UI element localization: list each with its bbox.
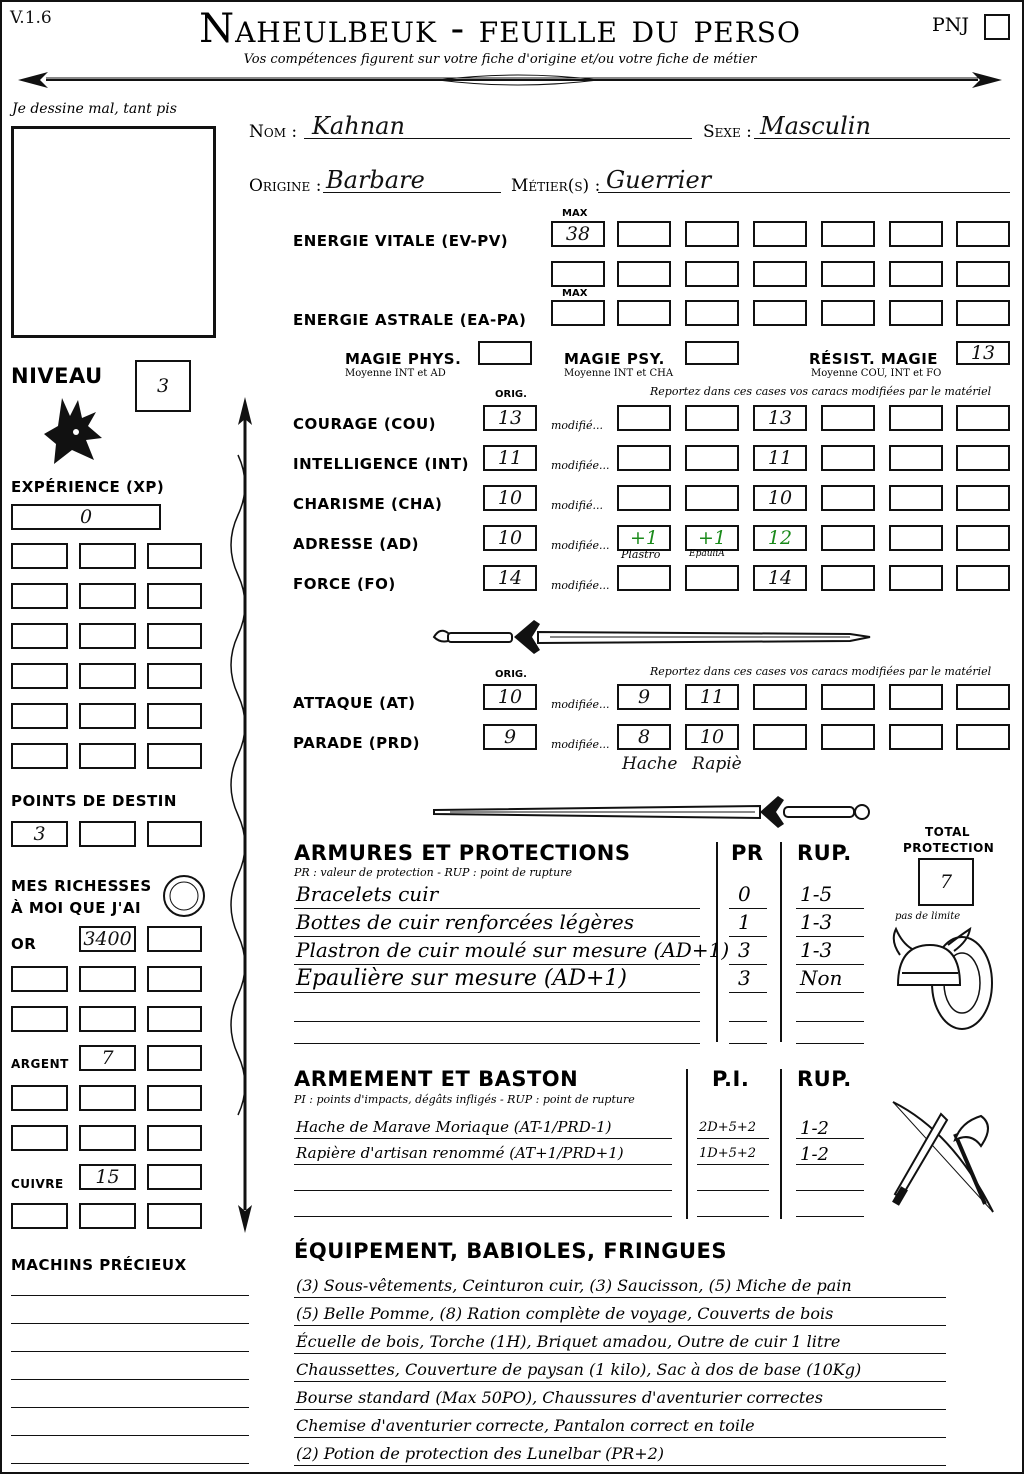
carac-mod-value: +1 (629, 527, 658, 549)
xp-grid-box[interactable] (147, 703, 202, 729)
no-limit-note: pas de limite (895, 911, 961, 922)
version-label: V.1.6 (10, 8, 52, 28)
destin-box-3[interactable] (147, 821, 202, 847)
machins-line[interactable] (11, 1303, 249, 1324)
armure-name[interactable]: Bottes de cuir renforcées légères (296, 910, 634, 934)
combat-orig-box[interactable] (483, 684, 537, 710)
ea-box[interactable] (685, 300, 739, 326)
combat-mod-value (755, 686, 805, 708)
combat-mod-box[interactable] (685, 724, 739, 750)
carac-mod-value (619, 487, 669, 509)
carac-mod-box[interactable] (617, 405, 671, 431)
xp-grid-box[interactable] (11, 583, 68, 609)
carac-mod-box[interactable] (753, 445, 807, 471)
destin-label: POINTS DE DESTIN (11, 792, 177, 810)
cuivre-value: 15 (95, 1166, 120, 1188)
equipement-text[interactable]: (2) Potion de protection des Lunelbar (PR+2) (296, 1444, 665, 1463)
xp-grid-box[interactable] (79, 743, 136, 769)
carac-mod-value (619, 447, 669, 469)
armure-pr[interactable]: 1 (738, 910, 751, 934)
combat-mod-value (755, 726, 805, 748)
portrait-box[interactable] (11, 126, 216, 338)
ea-label: ENERGIE ASTRALE (EA-PA) (293, 311, 527, 329)
niveau-value: 3 (156, 375, 170, 397)
arme-pi[interactable]: 1D+5+2 (699, 1146, 757, 1161)
ev-box-row2[interactable] (889, 261, 943, 287)
arme-pi-line (697, 1170, 769, 1191)
carac-mod-box[interactable] (685, 485, 739, 511)
carac-orig-box[interactable] (483, 445, 537, 471)
ev-box-row2[interactable] (956, 261, 1010, 287)
magie-phys-value (480, 343, 530, 363)
combat-mod-box[interactable] (821, 724, 875, 750)
carac-label: INTELLIGENCE (INT) (293, 455, 469, 473)
armure-pr-line (729, 1019, 767, 1044)
magie-psy-box[interactable] (685, 341, 739, 365)
ev-max-label: MAX (562, 208, 588, 219)
combat-mod-value (823, 726, 873, 748)
ev-box-row2[interactable] (617, 261, 671, 287)
xp-label: EXPÉRIENCE (XP) (11, 478, 165, 496)
carac-mod-value: +1 (697, 527, 726, 549)
ev-label: ENERGIE VITALE (EV-PV) (293, 232, 509, 250)
carac-mod-value (619, 407, 669, 429)
magie-phys-note: Moyenne INT et AD (345, 368, 446, 379)
carac-mod-box[interactable] (889, 445, 943, 471)
carac-mod-box[interactable] (889, 525, 943, 551)
combat-orig-box[interactable] (483, 724, 537, 750)
carac-mod-box[interactable] (617, 445, 671, 471)
armement-col-sep-1 (686, 1069, 688, 1219)
combat-mod-box[interactable] (617, 724, 671, 750)
carac-mod-box[interactable] (956, 405, 1010, 431)
combat-mod-box[interactable] (956, 684, 1010, 710)
carac-mod-box[interactable] (685, 525, 739, 551)
carac-mod-value (891, 527, 941, 549)
or-grid-box[interactable] (147, 966, 202, 992)
carac-mod-box[interactable] (956, 525, 1010, 551)
combat-mod-label: modifiée... (551, 698, 610, 711)
combat-mod-value: 9 (637, 686, 651, 708)
carac-mod-box[interactable] (821, 405, 875, 431)
cuivre-grid-box[interactable] (79, 1203, 136, 1229)
resist-magie-value: 13 (970, 342, 996, 364)
destin-box-2[interactable] (79, 821, 136, 847)
armure-rup-line (796, 1019, 864, 1044)
carac-mod-label: modifié... (551, 499, 603, 512)
weapon-note-hache: Hache (622, 754, 678, 774)
carac-label: CHARISME (CHA) (293, 495, 443, 513)
xp-grid-box[interactable] (147, 583, 202, 609)
ev-box[interactable] (617, 221, 671, 247)
or-grid-box[interactable] (147, 1006, 202, 1032)
carac-mod-box[interactable] (889, 485, 943, 511)
niveau-label: NIVEAU (11, 364, 103, 388)
total-protection-box[interactable] (918, 858, 974, 906)
combat-mod-box[interactable] (753, 684, 807, 710)
armure-rup[interactable]: 1-3 (800, 938, 833, 962)
arme-pi-line (697, 1196, 769, 1217)
armure-name[interactable]: Plastron de cuir moulé sur mesure (AD+1) (296, 938, 730, 962)
ad-note-plastro: Plastro (621, 548, 661, 561)
armement-pi-label: P.I. (712, 1067, 750, 1091)
richesses-label-2: À MOI QUE J'AI (11, 899, 142, 917)
or-grid-box[interactable] (79, 966, 136, 992)
xp-grid-box[interactable] (79, 583, 136, 609)
ea-box[interactable] (889, 300, 943, 326)
cuivre-grid-box[interactable] (147, 1203, 202, 1229)
carac-mod-box[interactable] (685, 565, 739, 591)
argent-grid-box[interactable] (79, 1085, 136, 1111)
arme-line (294, 1196, 672, 1217)
machins-line[interactable] (11, 1331, 249, 1352)
xp-grid-box[interactable] (79, 663, 136, 689)
dragon-icon (42, 394, 106, 466)
carac-mod-value (687, 487, 737, 509)
metier-value[interactable]: Guerrier (606, 166, 712, 194)
or-box[interactable] (79, 926, 136, 952)
total-protection-label: TOTAL (925, 825, 971, 839)
carac-mod-value (891, 487, 941, 509)
xp-value: 0 (79, 506, 93, 528)
origine-value[interactable]: Barbare (326, 166, 425, 194)
carac-mod-box[interactable] (753, 565, 807, 591)
carac-mod-label: modifié... (551, 419, 603, 432)
carac-orig-value: 10 (497, 527, 523, 549)
ea-box[interactable] (821, 300, 875, 326)
armure-rup[interactable]: 1-5 (800, 882, 833, 906)
argent-grid-box[interactable] (11, 1125, 68, 1151)
armure-rup[interactable]: Non (800, 966, 843, 990)
machins-line[interactable] (11, 1415, 249, 1436)
destin-box-1[interactable] (11, 821, 68, 847)
carac-mod-value (619, 567, 669, 589)
rapier-icon (430, 790, 875, 835)
combat-mod-box[interactable] (753, 724, 807, 750)
carac-mod-value (687, 407, 737, 429)
xp-grid-box[interactable] (147, 743, 202, 769)
arme-line (294, 1170, 672, 1191)
equipement-title: ÉQUIPEMENT, BABIOLES, FRINGUES (294, 1239, 727, 1263)
combat-orig-value: 10 (497, 686, 523, 708)
combat-mod-value (823, 686, 873, 708)
carac-orig-box[interactable] (483, 405, 537, 431)
combat-mod-box[interactable] (889, 724, 943, 750)
carac-mod-box[interactable] (685, 445, 739, 471)
ea-max-value (553, 302, 603, 324)
armement-note: PI : points d'impacts, dégâts infligés - RUP : point de rupture (294, 1093, 635, 1106)
argent-grid-box[interactable] (147, 1125, 202, 1151)
machins-line[interactable] (11, 1275, 249, 1296)
helmet-shield-icon (888, 925, 1003, 1035)
ev-box-row2[interactable] (753, 261, 807, 287)
ev-box[interactable] (889, 221, 943, 247)
armure-pr[interactable]: 0 (738, 882, 751, 906)
argent-label: ARGENT (11, 1057, 69, 1071)
carac-mod-value (891, 567, 941, 589)
argent-grid-box[interactable] (147, 1085, 202, 1111)
magie-phys-label: MAGIE PHYS. (345, 350, 462, 368)
armures-title: ARMURES ET PROTECTIONS (294, 841, 631, 865)
ea-max-box[interactable] (551, 300, 605, 326)
carac-orig-box[interactable] (483, 565, 537, 591)
xp-grid-box[interactable] (11, 663, 68, 689)
equipement-text[interactable]: Écuelle de bois, Torche (1H), Briquet amadou, Outre de cuir 1 litre (296, 1332, 841, 1351)
machins-line[interactable] (11, 1387, 249, 1408)
arme-rup-line (796, 1170, 864, 1191)
carac-mod-value (891, 407, 941, 429)
armement-col-sep-2 (780, 1069, 782, 1219)
cuivre-box[interactable] (79, 1164, 136, 1190)
magie-psy-note: Moyenne INT et CHA (564, 368, 674, 379)
niveau-box[interactable] (135, 360, 191, 412)
pnj-checkbox[interactable] (984, 14, 1010, 40)
carac-mod-box[interactable] (617, 485, 671, 511)
combat-mod-value (891, 726, 941, 748)
sexe-label: Sexe : (703, 122, 752, 142)
magie-psy-value (687, 343, 737, 363)
arme-name[interactable]: Rapière d'artisan renommé (AT+1/PRD+1) (296, 1144, 624, 1162)
combat-mod-box[interactable] (956, 724, 1010, 750)
carac-mod-value (823, 567, 873, 589)
ea-max-label: MAX (562, 288, 588, 299)
ev-max-value: 38 (565, 223, 591, 245)
destin-value: 3 (33, 823, 46, 845)
page-subtitle: Vos compétences figurent sur votre fiche d'origine et/ou votre fiche de métier (243, 52, 757, 67)
armure-line (294, 1019, 700, 1044)
xp-box[interactable] (11, 504, 161, 530)
carac-label: FORCE (FO) (293, 575, 396, 593)
equipement-text[interactable]: Chemise d'aventurier correcte, Pantalon correct en toile (296, 1416, 755, 1435)
xp-grid-box[interactable] (11, 543, 68, 569)
or-value: 3400 (83, 928, 132, 950)
equipement-text[interactable]: Chaussettes, Couverture de paysan (1 kilo), Sac à dos de base (10Kg) (296, 1360, 862, 1379)
armures-pr-label: PR (731, 841, 764, 865)
carac-mod-value (823, 527, 873, 549)
carac-mod-value (823, 447, 873, 469)
carac-mod-value: 12 (767, 527, 793, 549)
richesses-label: MES RICHESSES (11, 877, 152, 895)
carac-mod-box[interactable] (821, 565, 875, 591)
or-grid-box[interactable] (79, 1006, 136, 1032)
argent-box[interactable] (79, 1045, 136, 1071)
or-box-2[interactable] (147, 926, 202, 952)
combat-label: ATTAQUE (AT) (293, 694, 416, 712)
carac-orig-value: 10 (497, 487, 523, 509)
weapons-icon (885, 1094, 1005, 1218)
carac-mod-label: modifiée... (551, 459, 610, 472)
arme-rup[interactable]: 1-2 (800, 1144, 829, 1165)
or-grid-box[interactable] (11, 1006, 68, 1032)
combat-mod-value: 8 (637, 726, 651, 748)
ev-box-row2[interactable] (551, 261, 605, 287)
resist-magie-label: RÉSIST. MAGIE (809, 350, 939, 368)
portrait-caption: Je dessine mal, tant pis (12, 101, 177, 117)
xp-grid-box[interactable] (11, 623, 68, 649)
ea-box[interactable] (753, 300, 807, 326)
xp-grid-box[interactable] (147, 623, 202, 649)
xp-grid-box[interactable] (147, 543, 202, 569)
xp-grid-box[interactable] (11, 743, 68, 769)
xp-grid-box[interactable] (79, 703, 136, 729)
vertical-spear-icon (230, 395, 260, 1235)
armure-name[interactable]: Bracelets cuir (296, 882, 439, 906)
argent-value: 7 (101, 1047, 114, 1069)
pnj-label: PNJ (932, 14, 970, 36)
armures-rup-label: RUP. (797, 841, 852, 865)
armure-name[interactable]: Epaulière sur mesure (AD+1) (296, 966, 628, 991)
carac-mod-value (823, 487, 873, 509)
combat-mod-label: modifiée... (551, 738, 610, 751)
resist-magie-note: Moyenne COU, INT et FO (811, 368, 942, 379)
carac-mod-box[interactable] (889, 565, 943, 591)
carac-label: ADRESSE (AD) (293, 535, 420, 553)
metier-label: Métier(s) : (511, 176, 601, 196)
or-grid-box[interactable] (11, 966, 68, 992)
armure-rup[interactable]: 1-3 (800, 910, 833, 934)
combat-mod-value: 10 (699, 726, 725, 748)
machins-line[interactable] (11, 1359, 249, 1380)
ev-box[interactable] (753, 221, 807, 247)
combat-mod-value: 11 (699, 686, 725, 708)
xp-grid-box[interactable] (79, 623, 136, 649)
carac-mod-box[interactable] (821, 525, 875, 551)
equipement-text[interactable]: (5) Belle Pomme, (8) Ration complète de voyage, Couverts de bois (296, 1304, 834, 1323)
carac-label: COURAGE (COU) (293, 415, 437, 433)
coin-icon (160, 872, 208, 920)
cuivre-label: CUIVRE (11, 1177, 64, 1191)
machins-line[interactable] (11, 1443, 249, 1464)
ev-box[interactable] (821, 221, 875, 247)
carac-orig-box[interactable] (483, 485, 537, 511)
carac-mod-box[interactable] (956, 565, 1010, 591)
argent-grid-box[interactable] (79, 1125, 136, 1151)
carac-mod-value (823, 407, 873, 429)
combat-mod-box[interactable] (617, 684, 671, 710)
nom-label: Nom : (249, 122, 298, 142)
carac-mod-box[interactable] (889, 405, 943, 431)
carac-mod-box[interactable] (753, 485, 807, 511)
page-title: Naheulbeuk - feuille du perso (199, 6, 801, 52)
carac-orig-value: 13 (497, 407, 523, 429)
arme-pi[interactable]: 2D+5+2 (699, 1120, 757, 1135)
carac-orig-value: 11 (497, 447, 523, 469)
armures-col-sep-2 (780, 842, 782, 1042)
combat-mod-box[interactable] (821, 684, 875, 710)
carac-mod-value (687, 567, 737, 589)
carac-orig-value: 14 (497, 567, 523, 589)
armures-note: PR : valeur de protection - RUP : point de rupture (294, 866, 572, 879)
carac-mod-value: 14 (767, 567, 793, 589)
carac-mod-box[interactable] (753, 405, 807, 431)
combat-label: PARADE (PRD) (293, 734, 421, 752)
xp-grid-box[interactable] (11, 703, 68, 729)
carac-mod-value: 11 (767, 447, 793, 469)
sexe-value[interactable]: Masculin (760, 112, 871, 140)
carac-mod-label: modifiée... (551, 539, 610, 552)
cuivre-grid-box[interactable] (11, 1203, 68, 1229)
spear-divider-icon (8, 68, 1012, 92)
combat-mod-box[interactable] (685, 684, 739, 710)
argent-box-2[interactable] (147, 1045, 202, 1071)
armement-title: ARMEMENT ET BASTON (294, 1067, 579, 1091)
magie-phys-box[interactable] (478, 341, 532, 365)
equipement-text[interactable]: (3) Sous-vêtements, Ceinturon cuir, (3) Saucisson, (5) Miche de pain (296, 1276, 852, 1295)
or-label: OR (11, 935, 37, 953)
ev-box-row2[interactable] (685, 261, 739, 287)
carac-mod-value: 10 (767, 487, 793, 509)
total-protection-label-2: PROTECTION (903, 841, 995, 855)
carac-mod-value (891, 447, 941, 469)
armure-pr[interactable]: 3 (738, 966, 751, 990)
ea-box[interactable] (956, 300, 1010, 326)
magie-psy-label: MAGIE PSY. (564, 350, 665, 368)
total-protection-value: 7 (939, 871, 953, 893)
carac-mod-box[interactable] (821, 485, 875, 511)
combat-mod-value (891, 686, 941, 708)
cuivre-box-2[interactable] (147, 1164, 202, 1190)
xp-grid-box[interactable] (147, 663, 202, 689)
carac-mod-box[interactable] (617, 565, 671, 591)
ev-box-row2[interactable] (821, 261, 875, 287)
carac-mod-box[interactable] (956, 445, 1010, 471)
ev-box[interactable] (956, 221, 1010, 247)
carac-mod-box[interactable] (685, 405, 739, 431)
argent-grid-box[interactable] (11, 1085, 68, 1111)
carac-mod-box[interactable] (753, 525, 807, 551)
arme-rup-line (796, 1196, 864, 1217)
machins-label: MACHINS PRÉCIEUX (11, 1256, 187, 1274)
carac-mod-box[interactable] (956, 485, 1010, 511)
combat-orig-value: 9 (503, 726, 517, 748)
weapon-note-rapiere: Rapiè (692, 754, 742, 774)
armement-rup-label: RUP. (797, 1067, 852, 1091)
resist-magie-box[interactable] (956, 341, 1010, 365)
origine-label: Origine : (249, 176, 322, 196)
combat-report-note: Reportez dans ces cases vos caracs modifiées par le matériel (650, 665, 992, 678)
equipement-text[interactable]: Bourse standard (Max 50PO), Chaussures d'aventurier correctes (296, 1388, 823, 1407)
arme-rup[interactable]: 1-2 (800, 1118, 829, 1139)
caracs-orig-label: ORIG. (495, 389, 527, 400)
carac-mod-value: 13 (767, 407, 793, 429)
nom-value[interactable]: Kahnan (312, 112, 405, 140)
xp-grid-box[interactable] (79, 543, 136, 569)
combat-orig-label: ORIG. (495, 669, 527, 680)
carac-mod-value (687, 447, 737, 469)
carac-mod-box[interactable] (821, 445, 875, 471)
ev-box[interactable] (685, 221, 739, 247)
ea-box[interactable] (617, 300, 671, 326)
combat-mod-box[interactable] (889, 684, 943, 710)
armure-pr[interactable]: 3 (738, 938, 751, 962)
ev-max-box[interactable] (551, 221, 605, 247)
caracs-report-note: Reportez dans ces cases vos caracs modifiées par le matériel (650, 385, 992, 398)
carac-mod-label: modifiée... (551, 579, 610, 592)
carac-orig-box[interactable] (483, 525, 537, 551)
ad-note-epaulia: EpauliA (689, 549, 725, 559)
arme-name[interactable]: Hache de Marave Moriaque (AT-1/PRD-1) (296, 1118, 612, 1136)
sword-icon (430, 612, 875, 662)
